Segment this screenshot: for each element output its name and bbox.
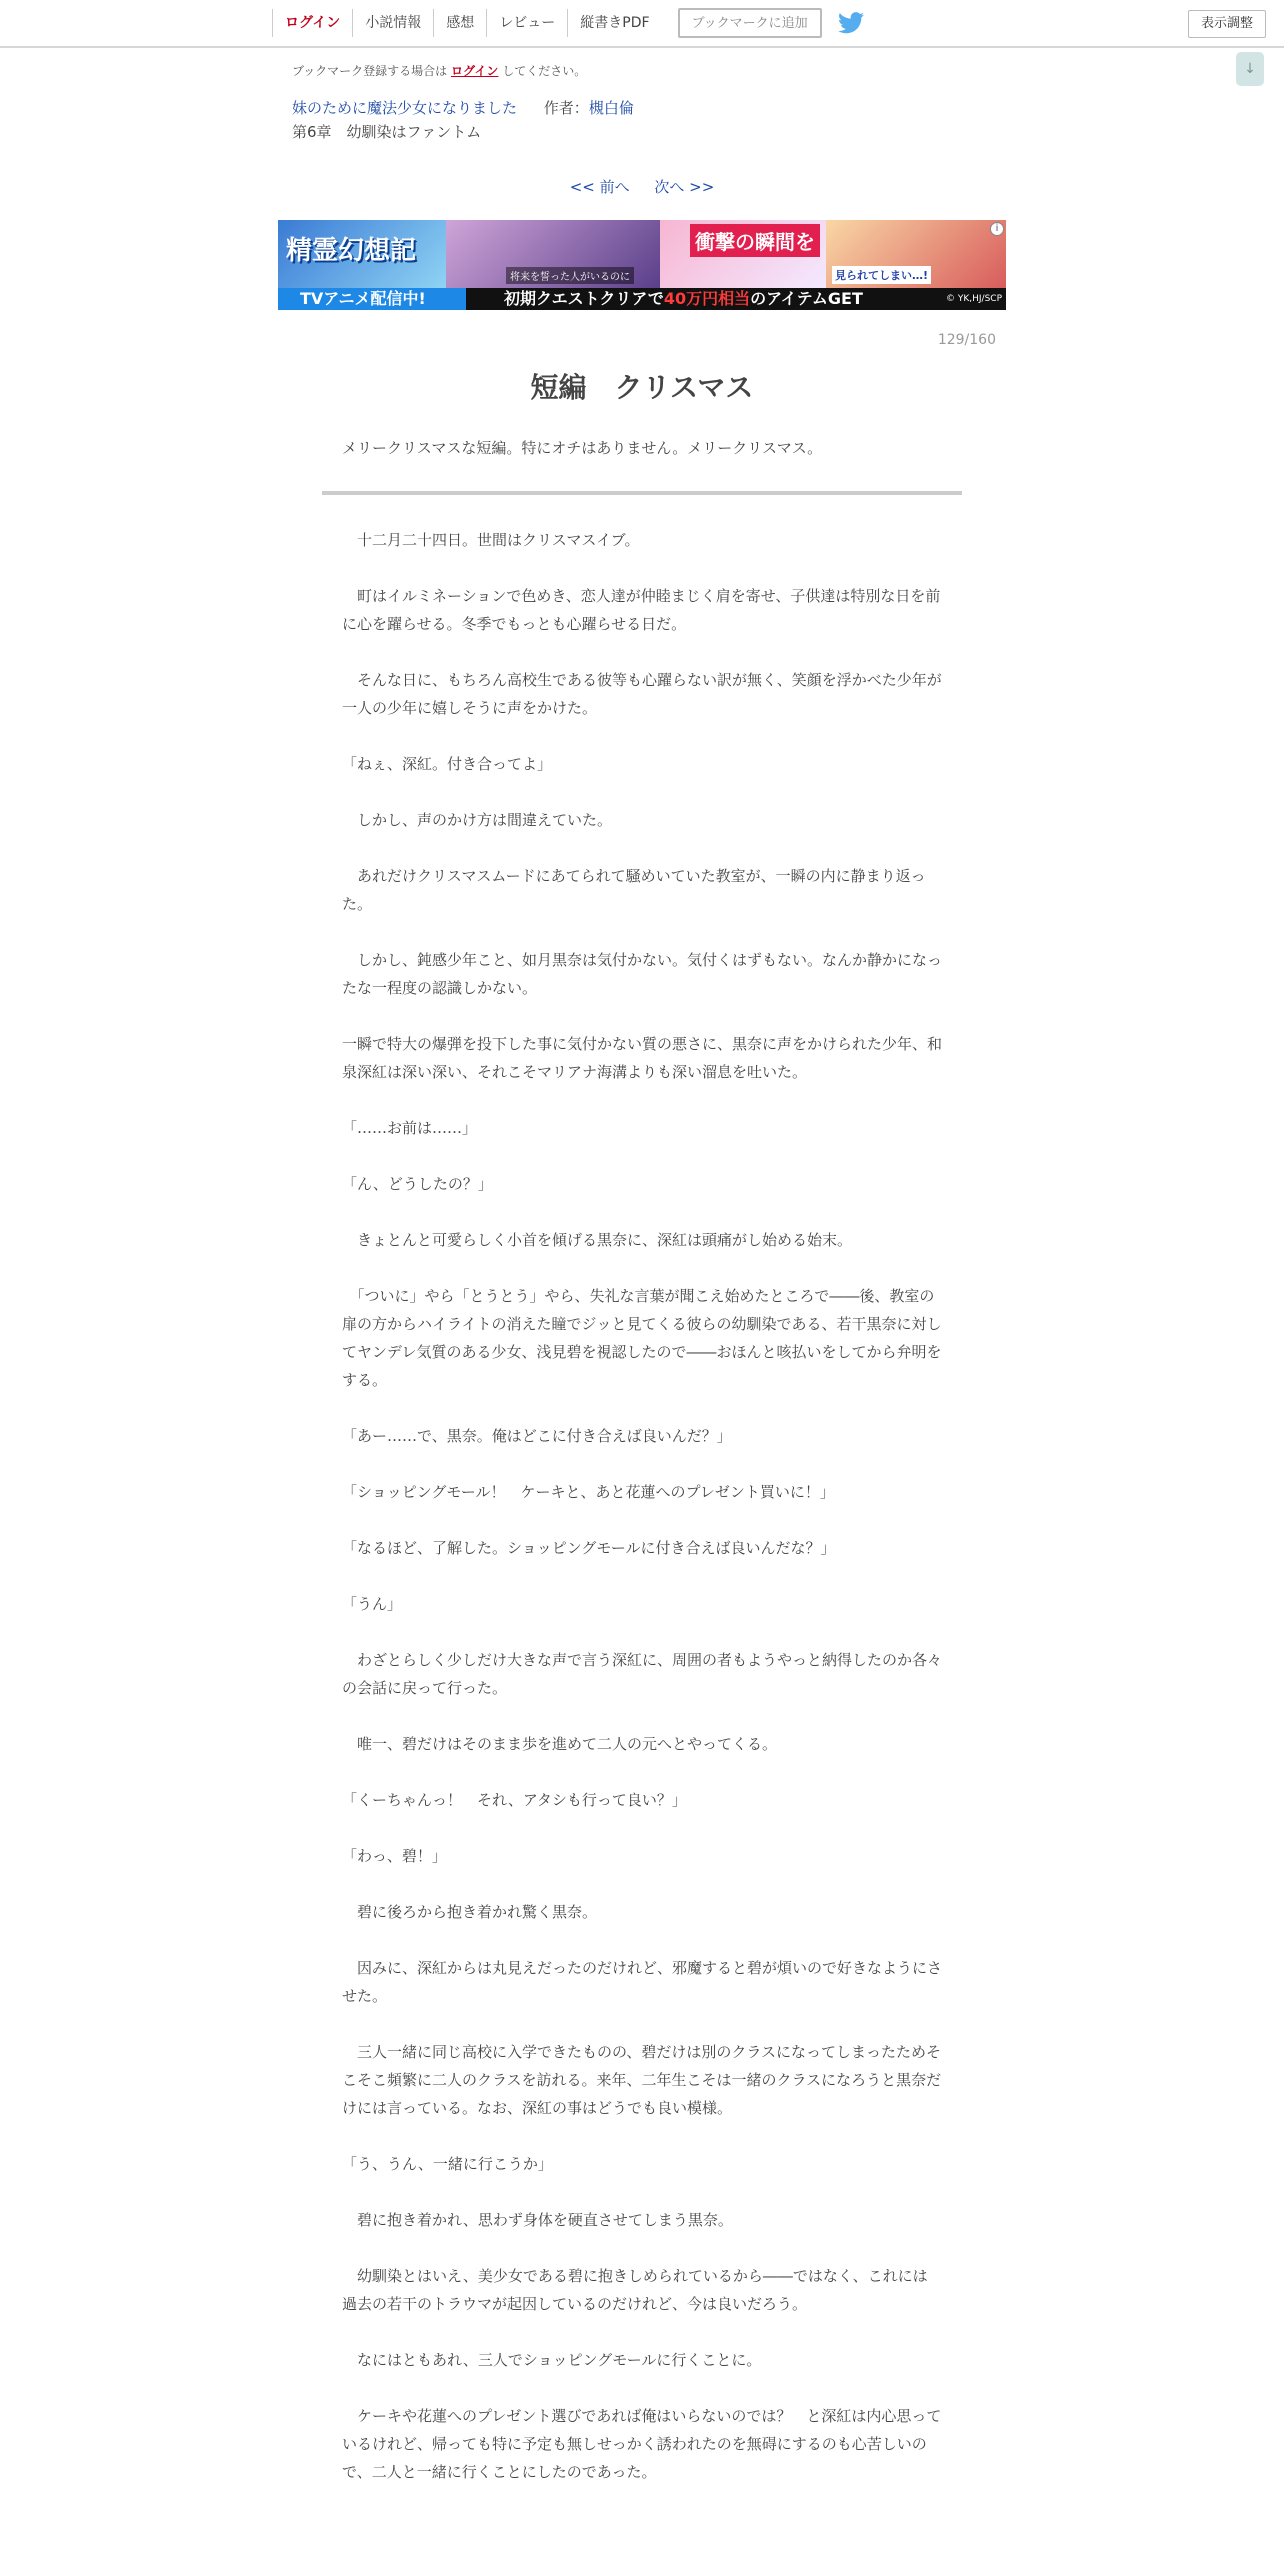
ad-caption: 将来を誓った人がいるのに [506, 267, 634, 284]
ad-strip-left: TVアニメ配信中! [278, 288, 466, 310]
body-paragraph: しかし、声のかけ方は間違えていた。 [342, 811, 613, 829]
ad-logo: 精霊幻想記 [286, 236, 417, 266]
ad-panel-seen [826, 220, 1006, 288]
prev-episode-link[interactable]: << 前へ [569, 178, 630, 196]
body-paragraph: 唯一、碧だけはそのまま歩を進めて二人の元へとやってくる。 [342, 1735, 778, 1753]
body-paragraph: 因みに、深紅からは丸見えだったのだけれど、邪魔すると碧が煩いので好きなようにさせた。 [342, 1959, 943, 2005]
advertisement-banner[interactable] [278, 220, 1006, 310]
body-paragraph: 「なるほど、了解した。ショッピングモールに付き合えば良いんだな？」 [342, 1539, 836, 1557]
ad-panel-characters [446, 220, 660, 288]
nav-novel-info-link[interactable]: 小説情報 [352, 9, 433, 37]
preface-divider [322, 491, 962, 495]
body-paragraph: 十二月二十四日。世間はクリスマスイブ。 [342, 531, 640, 549]
body-paragraph: そんな日に、もちろん高校生である彼等も心躍らない訳が無く、笑顔を浮かべた少年が一人の少年に嬉しそうに声をかけた。 [342, 671, 942, 717]
body-paragraph: 「あー……で、黒奈。俺はどこに付き合えば良いんだ？」 [342, 1427, 732, 1445]
login-hint-suffix: してください。 [502, 64, 587, 78]
episode-subtitle: 短編 クリスマス [530, 371, 754, 404]
body-paragraph: 碧に抱き着かれ、思わず身体を硬直させてしまう黒奈。 [342, 2211, 733, 2229]
body-paragraph: 「ショッピングモール！ ケーキと、あと花蓮へのプレゼント買いに！」 [342, 1483, 835, 1501]
body-paragraph: わざとらしく少しだけ大きな声で言う深紅に、周囲の者もようやっと納得したのか各々の会話に戻って行った。 [342, 1651, 943, 1697]
body-paragraph: 一瞬で特大の爆弾を投下した事に気付かない質の悪さに、黒奈に声をかけられた少年、和泉深紅は深い深い、それこそマリアナ海溝よりも深い溜息を吐いた。 [342, 1035, 943, 1081]
body-paragraph: 三人一緒に同じ高校に入学できたものの、碧だけは別のクラスになってしまったためそこそこ頻繁に二人のクラスを訪れる。来年、二年生こそは一緒のクラスになろうと黒奈だけには言っている。なお、深紅の事はどうでも良い模様。 [342, 2043, 942, 2117]
add-bookmark-button[interactable]: ブックマークに追加 [678, 8, 822, 38]
scroll-down-button[interactable] [1236, 52, 1264, 86]
twitter-bird-icon [838, 12, 864, 34]
login-hint-link[interactable]: ログイン [451, 64, 499, 78]
nav-vertical-pdf-link[interactable]: 縦書きPDF [567, 9, 661, 37]
login-hint [292, 62, 586, 79]
nav-review-link[interactable]: レビュー [486, 9, 567, 37]
top-navigation-bar [0, 0, 1284, 48]
body-paragraph: 「くーちゃんっ！ それ、アタシも行って良い？」 [342, 1791, 687, 1809]
body-paragraph: 「ねぇ、深紅。付き合ってよ」 [342, 755, 553, 773]
body-paragraph: 「わっ、碧！」 [342, 1847, 447, 1865]
ad-strip-pre: 初期クエストクリアで [504, 289, 664, 308]
ad-caption-2: 見られてしまい…! [832, 266, 931, 284]
body-paragraph: ケーキや花蓮へのプレゼント選びであれば俺はいらないのでは？ と深紅は内心思っているけれど、帰っても特に予定も無しせっかく誘われたのを無碍にするのも心苦しいので、二人と一緒に行くことにしたのであった。 [342, 2407, 942, 2481]
ad-headline: 衝撃の瞬間を [690, 224, 820, 257]
ad-strip-post: のアイテムGET [750, 289, 863, 308]
display-settings-button[interactable]: 表示調整 [1188, 10, 1266, 38]
body-paragraph: 碧に後ろから抱き着かれ驚く黒奈。 [342, 1903, 598, 1921]
nav-impressions-link[interactable]: 感想 [433, 9, 486, 37]
ad-info-icon[interactable]: i [990, 222, 1004, 236]
arrow-down-icon: ↓ [1244, 61, 1256, 77]
body-paragraph: 「ついに」やら「とうとう」やら、失礼な言葉が聞こえ始めたところで――後、教室の扉の方からハイライトの消えた瞳でジッと見てくる彼らの幼馴染である、若干黒奈に対してヤンデレ気質のある少女、浅見碧を視認したので――おほんと咳払いをしてから弁明をする。 [342, 1287, 942, 1389]
episode-counter: 129/160 [937, 332, 996, 348]
ad-strip-main [504, 288, 863, 310]
novel-title-link[interactable]: 妹のために魔法少女になりました [292, 99, 518, 117]
login-hint-text: ブックマーク登録する場合は [292, 64, 448, 78]
chapter-title: 第6章 幼馴染はファントム [292, 123, 482, 141]
author-link[interactable]: 槻白倫 [588, 99, 634, 117]
body-paragraph: 「うん」 [342, 1595, 403, 1613]
body-paragraph: きょとんと可愛らしく小首を傾げる黒奈に、深紅は頭痛がし始める始末。 [342, 1231, 853, 1249]
body-paragraph: 幼馴染とはいえ、美少女である碧に抱きしめられているから――ではなく、これには過去の若干のトラウマが起因しているのだけれど、今は良いだろう。 [342, 2267, 928, 2313]
next-episode-link[interactable]: 次へ >> [654, 178, 715, 196]
ad-bottom-strip [278, 288, 1006, 310]
ad-copyright: © YK,HJ/SCP [946, 294, 1002, 304]
body-paragraph: なにはともあれ、三人でショッピングモールに行くことに。 [342, 2351, 762, 2369]
body-paragraph: 「……お前は……」 [342, 1119, 478, 1137]
episode-preface: メリークリスマスな短編。特にオチはありません。メリークリスマス。 [342, 439, 823, 457]
nav-login-link[interactable]: ログイン [272, 9, 352, 37]
body-paragraph: しかし、鈍感少年こと、如月黒奈は気付かない。気付くはずもない。なんか静かになったな一程度の認識しかない。 [342, 951, 943, 997]
body-paragraph: 町はイルミネーションで色めき、恋人達が仲睦まじく肩を寄せ、子供達は特別な日を前に心を躍らせる。冬季でもっとも心躍らせる日だ。 [342, 587, 941, 633]
novel-info-line [292, 97, 634, 118]
nav-menu [272, 0, 864, 46]
novel-body-text [342, 526, 942, 2514]
ad-panel-logo [278, 220, 446, 288]
ad-strip-em: 40万円相当 [663, 289, 751, 308]
author-label: 作者： [543, 99, 589, 117]
body-paragraph: 「う、うん、一緒に行こうか」 [342, 2155, 553, 2173]
ad-panel-shock [660, 220, 826, 288]
body-paragraph: あれだけクリスマスムードにあてられて騒めいていた教室が、一瞬の内に静まり返った。 [342, 867, 926, 913]
body-paragraph: 「ん、どうしたの？」 [342, 1175, 493, 1193]
episode-pager [0, 176, 1284, 197]
twitter-share-button[interactable] [838, 12, 864, 34]
